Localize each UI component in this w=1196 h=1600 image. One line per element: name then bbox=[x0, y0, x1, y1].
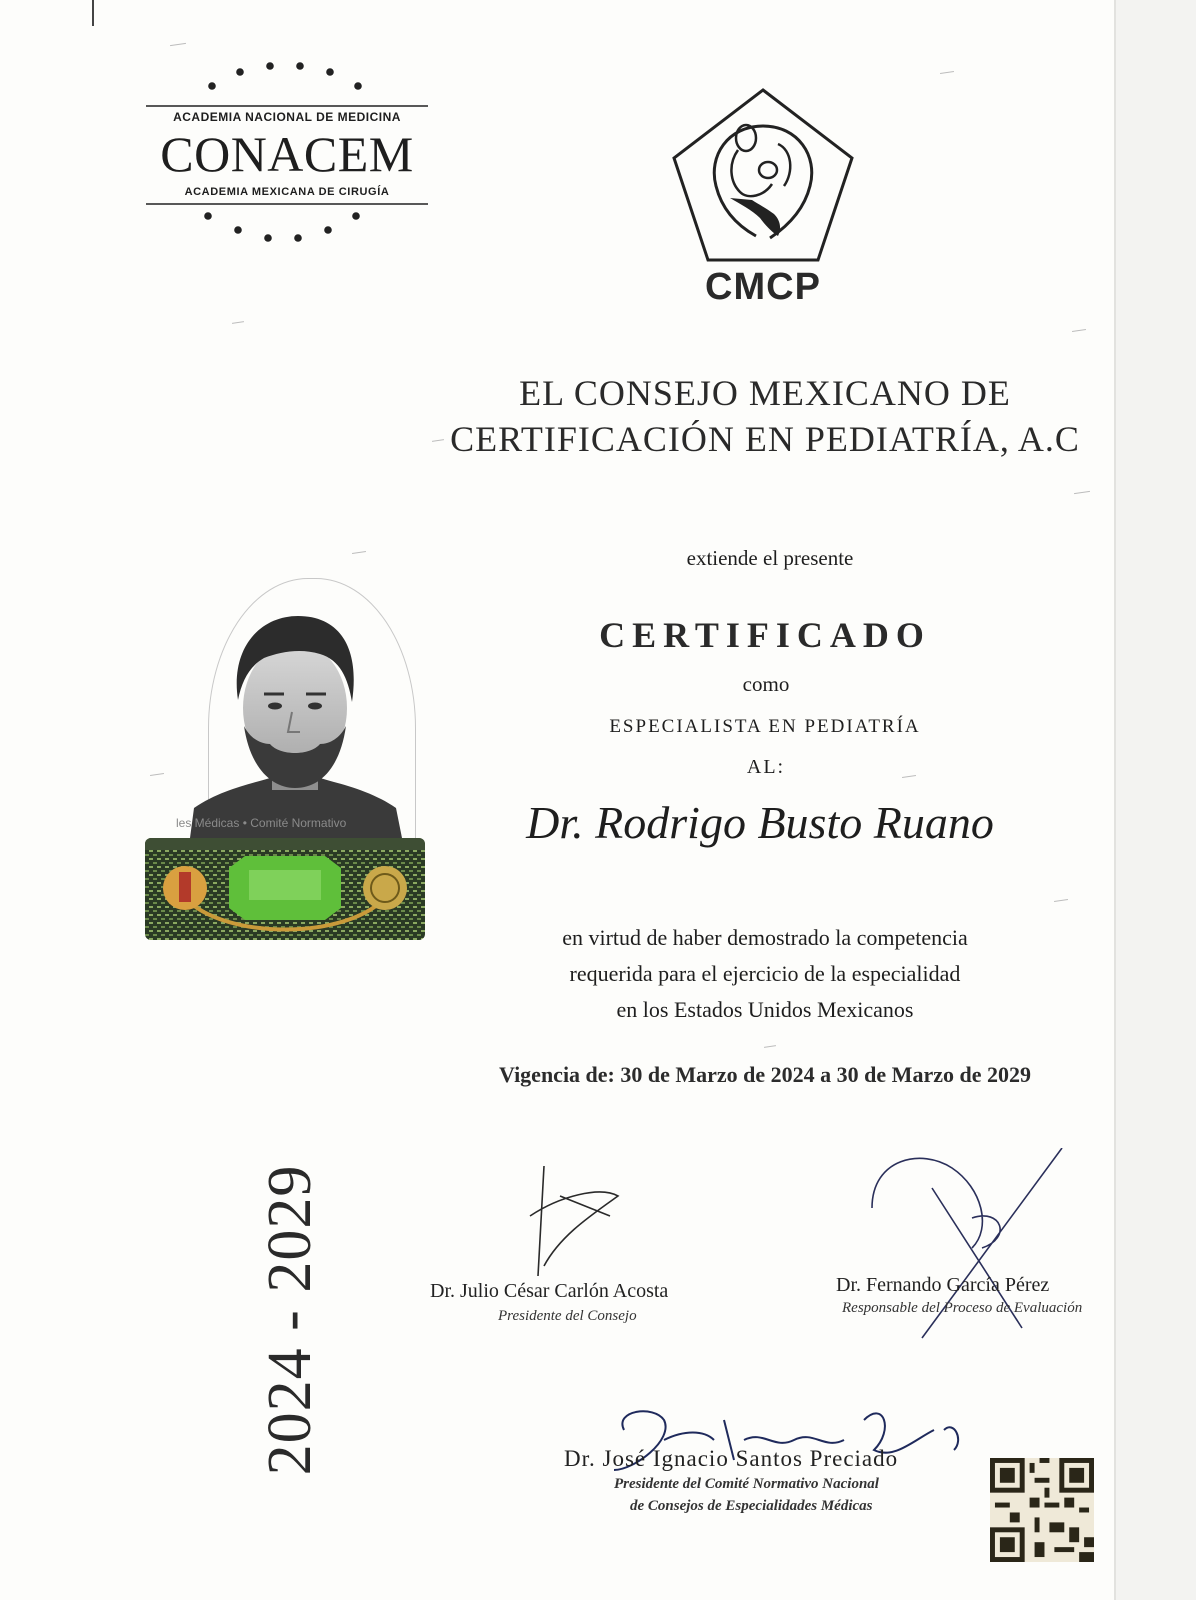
signatory-3-role-line-1: Presidente del Comité Normativo Nacional bbox=[614, 1476, 879, 1492]
signature-mark bbox=[862, 1148, 1072, 1348]
issuer-line-2: CERTIFICACIÓN EN PEDIATRÍA, A.C bbox=[450, 419, 1080, 459]
border-mark bbox=[92, 0, 94, 26]
al-text: AL: bbox=[746, 756, 786, 778]
signatory-3-name: Dr. José Ignacio Santos Preciado bbox=[564, 1446, 899, 1471]
signatory-1-role: Presidente del Consejo bbox=[498, 1308, 637, 1324]
reason-line: requerida para el ejercicio de la especialidad bbox=[569, 961, 961, 986]
cmcp-name: CMCP bbox=[705, 266, 821, 308]
paper-speck bbox=[150, 773, 164, 776]
conacem-bottom-line: ACADEMIA MEXICANA DE CIRUGÍA bbox=[184, 186, 390, 198]
signatory-2-name: Dr. Fernando García Pérez bbox=[836, 1274, 1050, 1296]
intro-text: extiende el presente bbox=[686, 546, 854, 570]
paper-speck bbox=[940, 71, 954, 74]
issuer-line-1: EL CONSEJO MEXICANO DE bbox=[519, 373, 1011, 413]
signatory-3-role-line-2: de Consejos de Especialidades Médicas bbox=[630, 1498, 873, 1514]
recipient-name: Dr. Rodrigo Busto Ruano bbox=[526, 797, 994, 848]
paper-speck bbox=[1074, 491, 1090, 494]
conacem-name: CONACEM bbox=[160, 126, 414, 182]
paper-speck bbox=[352, 551, 366, 554]
reason-line: en los Estados Unidos Mexicanos bbox=[616, 997, 914, 1022]
years-vertical: 2024 - 2029 bbox=[256, 1164, 324, 1476]
portrait-photo bbox=[180, 608, 410, 838]
paper-speck bbox=[232, 321, 244, 324]
hologram-caption: les Médicas • Comité Normativo bbox=[176, 816, 347, 830]
paper-speck bbox=[1054, 899, 1068, 902]
paper-speck bbox=[902, 775, 916, 778]
signatory-2-role: Responsable del Proceso de Evaluación bbox=[842, 1300, 1083, 1316]
paper-speck bbox=[170, 43, 186, 46]
como-text: como bbox=[742, 672, 790, 696]
mother-child-map-pentagon-icon bbox=[668, 86, 858, 266]
hologram-seal-icon bbox=[145, 838, 425, 940]
signature-mark bbox=[500, 1156, 640, 1286]
validity-text: Vigencia de: 30 de Marzo de 2024 a 30 de Marzo de 2029 bbox=[499, 1062, 1031, 1087]
reason-line: en virtud de haber demostrado la competencia bbox=[562, 925, 968, 950]
reason-text bbox=[450, 920, 1080, 1028]
paper-speck bbox=[1072, 329, 1086, 332]
conacem-top-line: ACADEMIA NACIONAL DE MEDICINA bbox=[173, 110, 401, 124]
issuer-name bbox=[420, 370, 1110, 462]
cmcp-logo bbox=[668, 86, 858, 316]
page-edge bbox=[1114, 0, 1196, 1600]
specialty-text: ESPECIALISTA EN PEDIATRÍA bbox=[609, 716, 921, 737]
qr-code bbox=[990, 1458, 1094, 1562]
conacem-logo bbox=[146, 58, 428, 248]
paper-speck bbox=[764, 1045, 776, 1048]
signatory-1-name: Dr. Julio César Carlón Acosta bbox=[430, 1280, 669, 1302]
certificate-title: CERTIFICADO bbox=[599, 615, 931, 655]
